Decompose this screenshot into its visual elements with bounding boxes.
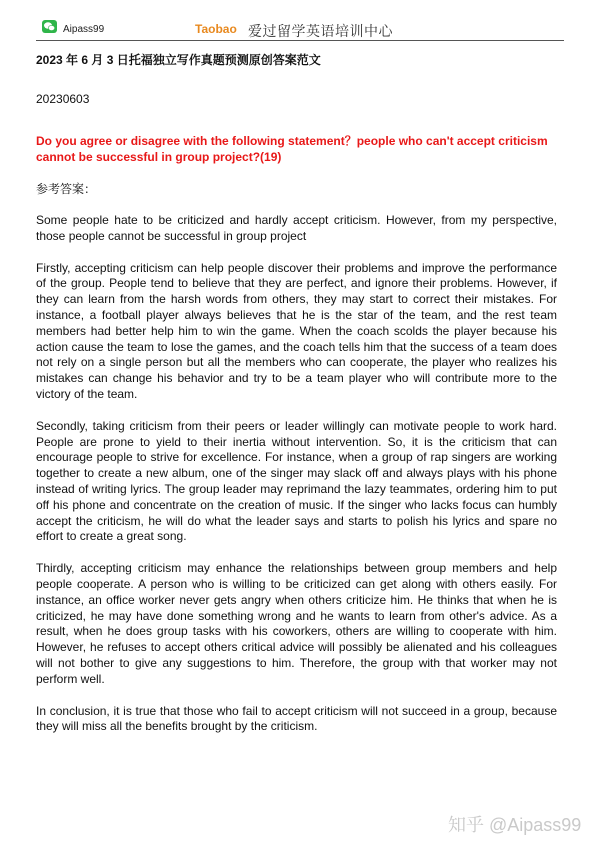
document-date: 20230603 <box>36 92 90 106</box>
paragraph-secondly: Secondly, taking criticism from their peers or leader willingly can motivate people to work hard. People are prone to yield to their inertia without intervention. So, it is the criticism that can encourage people to strive for excellence. For instance, when a group of rap singers are working together to create a new album, one of the singer may slack off and always plays with his phone instead of writing lyrics. The group leader may reprimand the lazy teammates, ordering him to put off his phone and concentrate on the creation of music. If the singer who lacks focus can humbly accept the criticism, he will do what the leader says and starts to polish his lyrics and spare no effort to create a great song. <box>36 418 557 544</box>
paragraph-thirdly: Thirdly, accepting criticism may enhance the relationships between group members and help people cooperate. A person who is willing to be criticized can get along with others easily. For instance, an office worker never gets angry when others criticize him. He thinks that when he is criticized, he may have done something wrong and he wants to learn from other's advice. As a result, when he does group tasks with his coworkers, others are willing to cooperate with him. However, he refuses to accept others critical advice will possibly be alienated and his colleagues will not bother to give any suggestions to him. Therefore, the group with that worker may not perform well. <box>36 561 557 686</box>
zhihu-watermark: 知乎 @Aipass99 <box>448 815 582 835</box>
wechat-icon <box>42 20 57 33</box>
paragraph-intro: Some people hate to be criticized and hardly accept criticism. However, from my perspective, those people cannot be successful in group project <box>36 213 557 243</box>
header-username: Aipass99 <box>63 24 105 35</box>
document-title: 2023 年 6 月 3 日托福独立写作真题预测原创答案范文 <box>36 53 321 67</box>
essay-question: Do you agree or disagree with the following statement？people who can't accept criticism cannot be successful in group project?(19) <box>36 134 548 164</box>
paragraph-conclusion: In conclusion, it is true that those who fail to accept criticism will not succeed in a group, because they will miss all the benefits brought by the criticism. <box>36 703 557 734</box>
header-shop-name: Taobao <box>195 22 237 36</box>
reference-answer-label: 参考答案： <box>36 182 97 196</box>
page-header <box>0 0 600 44</box>
header-organization: 爱过留学英语培训中心 <box>248 24 393 40</box>
header-divider <box>36 40 564 41</box>
document-body <box>36 52 557 735</box>
paragraph-firstly: Firstly, accepting criticism can help people discover their problems and improve the performance of the group. People tend to believe that they are perfect, and ignore their problems. However, if they can learn from the harsh words from others, they may start to correct their mistakes. For instance, a football player always believes that he is the star of the team, and the rest team members had better help him to win the game. When the coach scolds the player because his action cause the team to lose the games, and the coach tells him that the success of a team does not rely on a single person but all the members who can cooperate, the player who realizes his mistakes can change his behavior and try to be a team player who will contribute more to the victory of the team. <box>36 260 557 401</box>
